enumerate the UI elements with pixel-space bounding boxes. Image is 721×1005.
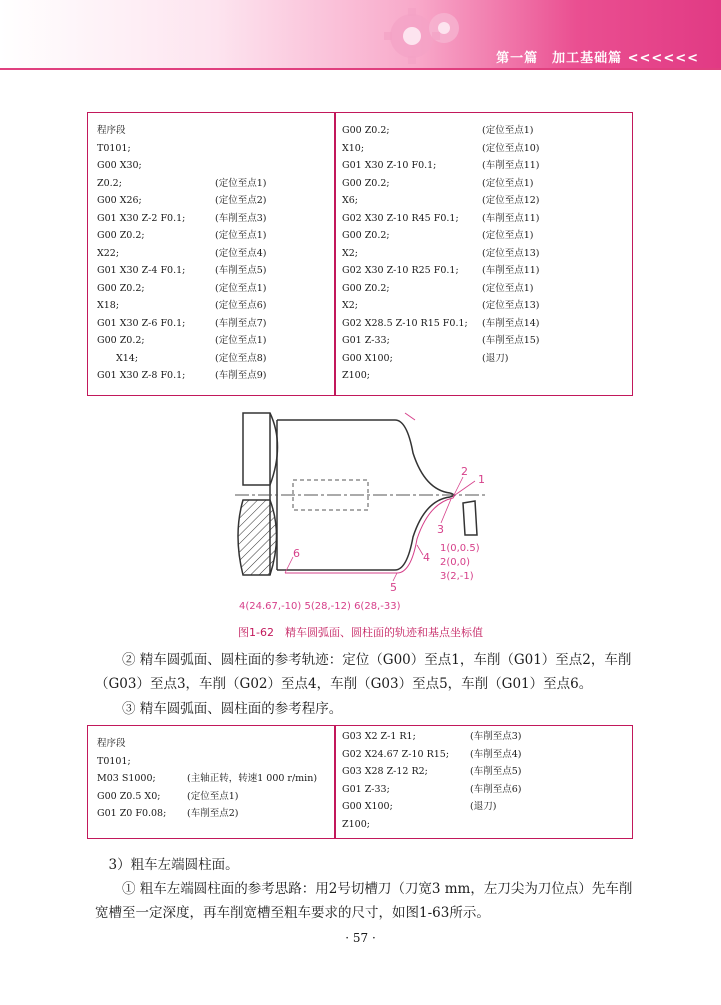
program-line (97, 280, 333, 298)
program-table-1 (87, 112, 633, 396)
point-label-1: 1 (478, 473, 485, 486)
program-code: 程序段 (97, 738, 126, 749)
program-note: (车削至点7) (215, 317, 267, 329)
program-line (97, 227, 333, 245)
program-code: G00 Z0.2; (342, 282, 390, 294)
program-note: (定位至点10) (482, 142, 540, 154)
column-divider (334, 726, 336, 838)
paragraph-program-heading: ③ 精车圆弧面、圆柱面的参考程序。 (122, 701, 343, 717)
point-label-2: 2 (461, 465, 468, 478)
program-line (97, 332, 333, 350)
program-line (97, 192, 333, 210)
program-note: (定位至点1) (187, 790, 239, 802)
program-code: G00 Z0.5 X0; (97, 790, 161, 802)
program-code: X18; (97, 300, 120, 311)
program-code: G00 Z0.2; (97, 230, 145, 241)
coord-label-bottom: 4(24.67,-10) 5(28,-12) 6(28,-33) (239, 601, 401, 612)
program-line (342, 157, 622, 175)
program-note: (定位至点12) (482, 195, 540, 206)
program-column-left (97, 735, 333, 823)
program-line (342, 245, 622, 263)
program-code: G00 Z0.2; (342, 177, 390, 189)
program-code: G03 X28 Z-12 R2; (342, 766, 428, 777)
program-code: G00 Z0.2; (342, 125, 390, 136)
program-note: (车削至点15) (482, 335, 540, 346)
program-note: (车削至点6) (470, 783, 522, 795)
program-line (97, 175, 333, 193)
program-line (342, 297, 622, 315)
program-code: G01 X30 Z-6 F0.1; (97, 317, 186, 329)
program-note: (定位至点1) (215, 177, 267, 189)
program-column-right (342, 728, 622, 833)
program-line (342, 122, 622, 140)
program-code: G00 X30; (97, 160, 142, 171)
program-code: G00 Z0.2; (342, 230, 390, 241)
program-note: (车削至点4) (470, 748, 522, 760)
column-divider (334, 113, 336, 395)
program-line (97, 210, 333, 228)
program-code: Z100; (342, 370, 370, 381)
program-note: (定位至点6) (215, 300, 267, 311)
program-code: X2; (342, 300, 359, 311)
point-label-4: 4 (423, 551, 430, 564)
program-code: X6; (342, 195, 359, 206)
program-note: (车削至点5) (470, 766, 522, 777)
program-line (97, 245, 333, 263)
program-line (342, 262, 622, 280)
program-note: (定位至点8) (215, 352, 267, 364)
program-note: (定位至点13) (482, 300, 540, 311)
program-line (97, 770, 333, 788)
program-line (97, 753, 333, 771)
program-code: G00 Z0.2; (97, 282, 145, 294)
gear-icon (372, 6, 472, 66)
program-note: (车削至点2) (187, 808, 239, 819)
program-note: (定位至点1) (482, 177, 534, 189)
program-line (97, 140, 333, 158)
program-note: (车削至点11) (482, 212, 540, 224)
program-column-left (97, 122, 333, 385)
program-line (342, 175, 622, 193)
program-code: X10; (342, 142, 365, 154)
program-code: T0101; (97, 755, 131, 767)
program-code: G01 Z0 F0.08; (97, 808, 167, 819)
program-line (97, 367, 333, 385)
program-line (342, 798, 622, 816)
program-note: (定位至点1) (482, 282, 534, 294)
program-code: G01 X30 Z-10 F0.1; (342, 160, 437, 171)
program-line (97, 735, 333, 753)
program-line (342, 816, 622, 834)
program-note: (退刀) (482, 352, 509, 364)
paragraph-rough-idea: ① 粗车左端圆柱面的参考思路：用2号切槽刀（刀宽3 mm，左刀尖为刀位点）先车削宽槽至一定深度，再车削宽槽至粗车要求的尺寸，如图1-63所示。 (95, 881, 633, 921)
program-note: (车削至点3) (215, 212, 267, 224)
coord-label-1: 1(0,0.5) (440, 543, 480, 554)
figure-caption: 图1-62 精车圆弧面、圆柱面的轨迹和基点坐标值 (238, 626, 483, 639)
paragraph-trajectory: ② 精车圆弧面、圆柱面的参考轨迹：定位（G00）至点1，车削（G01）至点2，车削（G03）至点3，车削（G02）至点4，车削（G03）至点5，车削（G01）至点6。 (95, 652, 632, 692)
point-label-3: 3 (437, 523, 444, 536)
coord-label-2: 2(0,0) (440, 557, 471, 568)
program-line (342, 192, 622, 210)
program-line (342, 350, 622, 368)
program-line (97, 122, 333, 140)
program-code: G02 X28.5 Z-10 R15 F0.1; (342, 317, 468, 329)
program-code: X14; (97, 352, 139, 364)
program-note: (车削至点3) (470, 731, 522, 742)
program-note: (定位至点1) (482, 125, 534, 136)
program-line (342, 315, 622, 333)
program-line (97, 350, 333, 368)
program-code: G00 X26; (97, 195, 142, 206)
section-title: 第一篇 加工基础篇 <<<<<< (496, 51, 699, 66)
program-line (342, 728, 622, 746)
program-note: (车削至点9) (215, 370, 267, 381)
program-line (97, 805, 333, 823)
program-line (97, 262, 333, 280)
program-code: G02 X24.67 Z-10 R15; (342, 748, 450, 760)
program-code: G01 Z-33; (342, 783, 390, 795)
program-code: 程序段 (97, 125, 126, 136)
program-note: (定位至点2) (215, 195, 267, 206)
program-code: G02 X30 Z-10 R45 F0.1; (342, 212, 459, 224)
program-code: G01 X30 Z-2 F0.1; (97, 212, 186, 224)
point-label-6: 6 (293, 547, 300, 560)
program-code: Z100; (342, 818, 370, 830)
program-note: (定位至点1) (215, 230, 267, 241)
program-code: X2; (342, 247, 359, 259)
program-code: G00 X100; (342, 352, 393, 364)
program-code: G01 X30 Z-4 F0.1; (97, 265, 186, 276)
program-note: (车削至点11) (482, 160, 540, 171)
program-column-right (342, 122, 622, 385)
program-table-2 (87, 725, 633, 839)
program-code: G00 X100; (342, 801, 393, 812)
program-note: (定位至点4) (215, 247, 267, 259)
header-rule (0, 68, 721, 70)
program-line (342, 746, 622, 764)
program-note: (定位至点1) (215, 335, 267, 346)
program-code: G00 Z0.2; (97, 335, 145, 346)
program-line (342, 332, 622, 350)
program-code: T0101; (97, 142, 131, 154)
program-note: (定位至点1) (215, 282, 267, 294)
program-line (97, 315, 333, 333)
program-line (342, 140, 622, 158)
program-line (342, 367, 622, 385)
point-label-5: 5 (390, 581, 397, 594)
program-line (97, 297, 333, 315)
chuck-outline (243, 413, 278, 485)
page-number: · 57 · (345, 931, 376, 945)
program-line (342, 763, 622, 781)
program-note: (车削至点14) (482, 317, 540, 329)
program-code: G01 X30 Z-8 F0.1; (97, 370, 186, 381)
program-note: (定位至点1) (482, 230, 534, 241)
program-code: X22; (97, 247, 120, 259)
program-code: Z0.2; (97, 177, 122, 189)
program-note: (车削至点11) (482, 265, 540, 276)
program-note: (定位至点13) (482, 247, 540, 259)
program-line (97, 788, 333, 806)
coord-label-3: 3(2,-1) (440, 571, 474, 582)
paragraph-step-3: 3）粗车左端圆柱面。 (108, 857, 239, 873)
program-line (342, 781, 622, 799)
cutting-tool (463, 501, 477, 535)
program-code: G03 X2 Z-1 R1; (342, 731, 416, 742)
program-line (342, 280, 622, 298)
program-line (97, 157, 333, 175)
program-code: G02 X30 Z-10 R25 F0.1; (342, 265, 459, 276)
program-code: G01 Z-33; (342, 335, 390, 346)
program-code: M03 S1000; (97, 773, 156, 784)
program-line (342, 210, 622, 228)
program-note: (主轴正转，转速1 000 r/min) (187, 773, 318, 784)
program-line (342, 227, 622, 245)
figure-1-62 (225, 405, 525, 617)
program-note: (车削至点5) (215, 265, 267, 276)
program-note: (退刀) (470, 801, 497, 812)
